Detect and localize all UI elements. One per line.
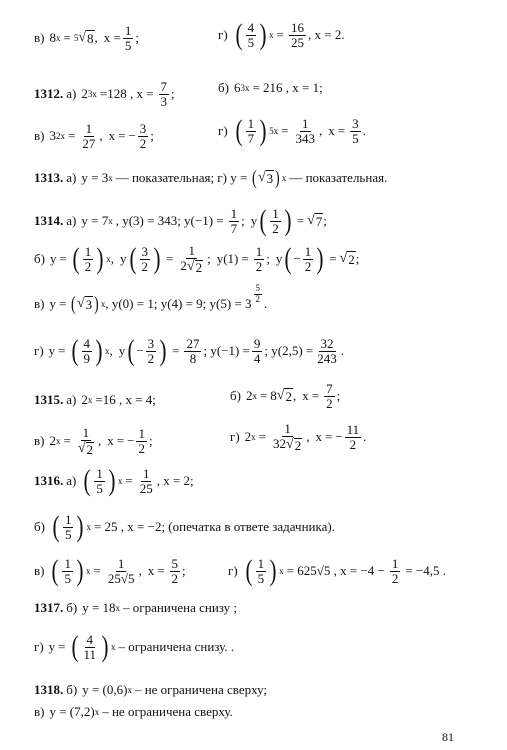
paren-fraction: ( $\frac{1}{2}$ ) xyxy=(72,242,104,276)
problem-number: 1312. xyxy=(34,86,64,102)
item-label: б) xyxy=(34,251,45,267)
line-9-b: б) 2 x = 8 √ 2 , x = $\frac{7}{2}$ ; xyxy=(230,381,341,411)
line-10-g: г) 2 x = 1 32 √ 2 , x = − $\frac{11}{2}$ . xyxy=(230,421,367,453)
desc: – ограничена снизу. . xyxy=(118,639,235,654)
fraction: $\frac{1}{2}$ xyxy=(391,555,399,586)
item-label: в) xyxy=(34,30,45,46)
semi: ; xyxy=(150,128,154,144)
item-label: г) xyxy=(230,429,240,445)
x-var: x xyxy=(315,429,322,445)
fraction: $\frac{16}{25}$ xyxy=(291,19,305,50)
eq: = xyxy=(63,30,71,46)
problem-number: 1313. xyxy=(34,170,64,185)
paren-fraction: ( − $\frac{1}{2}$ ) xyxy=(284,242,324,276)
semi: ; xyxy=(241,213,245,228)
item-label: г) xyxy=(34,639,44,654)
fraction: $\frac{9}{4}$ xyxy=(253,335,261,366)
line-10: в) 2 x = 1 √ 2 , x = − $\frac{1}{2}$ ; xyxy=(34,425,153,457)
base: 2 xyxy=(81,86,88,102)
comma: , xyxy=(109,343,113,358)
fraction: $\frac{1}{25√5}$ xyxy=(107,555,135,586)
eq: = xyxy=(125,473,133,488)
line-4: 1313. а) y = 3 x — показательная; г) y = ( √ 3 ) x — показательная. xyxy=(34,167,388,189)
fraction: $\frac{3}{2}$ xyxy=(139,121,147,151)
y-var: y xyxy=(275,251,283,267)
desc: – ограничена снизу ; xyxy=(123,600,238,615)
eq: = xyxy=(258,429,267,445)
comma: , xyxy=(110,251,115,267)
base: 2 xyxy=(245,388,253,404)
line-12: б) ( $\frac{1}{5}$ ) x = 25 , x = −2; (опечатка в ответе задачника). xyxy=(34,510,335,543)
line-2-b: б) 6 3x = 216 , x = 1; xyxy=(218,80,323,95)
semi: ; xyxy=(182,563,186,578)
item-label: в) xyxy=(34,296,45,311)
paren-fraction: ( $\frac{1}{7}$ ) xyxy=(235,114,267,147)
comma: , xyxy=(292,388,297,404)
y-var: y xyxy=(120,251,127,267)
semi: ; xyxy=(323,213,327,228)
fraction: $\frac{1}{2}$ xyxy=(138,426,145,456)
y-var: y xyxy=(118,343,126,358)
value: =16 , x = 4; xyxy=(95,392,156,407)
fraction: $\frac{1}{7}$ xyxy=(230,205,238,236)
fraction: $\frac{1}{5}$ xyxy=(124,23,132,53)
value: =128 , x = xyxy=(99,86,154,102)
fraction: $\frac{1}{343}$ xyxy=(295,115,316,146)
fraction: $\frac{5}{2}$ xyxy=(171,555,179,586)
item-label: б) xyxy=(34,519,45,534)
eq: = xyxy=(58,639,66,654)
eq: = xyxy=(241,251,249,267)
paren-fraction: ( $\frac{1}{5}$ ) xyxy=(51,554,84,587)
y-var: y xyxy=(49,251,57,267)
item-label: б) xyxy=(66,682,78,697)
fraction: $\frac{7}{3}$ xyxy=(160,79,168,109)
paren-root: ( √ 3 ) xyxy=(252,167,280,189)
eq: = xyxy=(329,251,337,267)
exp-fraction: $\frac{5}{2}$ xyxy=(255,283,261,304)
minus: − xyxy=(335,429,343,445)
value: = 25 , x = −2; (опечатка в ответе задачника). xyxy=(93,519,335,534)
y-var: y xyxy=(49,296,56,311)
fraction: $\frac{7}{2}$ xyxy=(326,381,333,411)
problem-number: 1316. xyxy=(34,473,64,488)
paren-fraction: ( $\frac{4}{5}$ ) xyxy=(235,18,267,51)
line-1-g: г) ( $\frac{4}{5}$ ) x = $\frac{16}{25}$ , x = 2. xyxy=(218,18,345,51)
paren-fraction: ( $\frac{1}{5}$ ) xyxy=(83,464,116,497)
desc: – не ограничена сверху; xyxy=(134,682,268,697)
line-11: 1316. а) ( $\frac{1}{5}$ ) x = $\frac{1}{25}$ , x = 2; xyxy=(34,464,194,497)
item-label: в) xyxy=(34,563,45,578)
paren-fraction: ( $\frac{1}{2}$ ) xyxy=(259,204,292,237)
paren-fraction: ( $\frac{4}{9}$ ) xyxy=(71,334,103,367)
func: y = 3 xyxy=(81,170,109,185)
base: 2 xyxy=(244,429,252,445)
values: ; y(2,5) = xyxy=(264,343,314,358)
fraction: $\frac{1}{2}$ xyxy=(255,244,263,274)
item-label: г) xyxy=(34,343,44,358)
line-1: в) 8 x = 5 √ 8 , x = $\frac{1}{5}$ ; xyxy=(34,23,139,53)
fraction: $\frac{32}{243}$ xyxy=(317,335,337,366)
comma: , xyxy=(319,123,323,138)
values: , y(0) = 1; y(4) = 9; y(5) = 3 xyxy=(105,296,252,311)
func: y = (7,2) xyxy=(49,704,95,719)
coef: 8 xyxy=(270,388,277,404)
paren-fraction: ( $\frac{1}{5}$ ) xyxy=(52,510,84,543)
fraction: $\frac{3}{5}$ xyxy=(352,115,359,146)
line-2: 1312. а) 2 3x =128 , x = $\frac{7}{3}$ ; xyxy=(34,79,175,109)
values: ; y(−1) = xyxy=(203,343,250,358)
item-label: в) xyxy=(34,433,45,449)
dot: . xyxy=(264,296,268,311)
problem-number: 1315. xyxy=(34,392,64,407)
eq: = xyxy=(311,388,320,404)
values: , y(3) = 343; y(−1) = xyxy=(115,213,224,228)
x-var: x xyxy=(328,123,335,138)
minus: − xyxy=(127,433,135,449)
fraction: $\frac{27}{8}$ xyxy=(186,335,200,366)
line-5: 1314. а) y = 7 x , y(3) = 343; y(−1) = $\frac{1}{7}$ ; y ( $\frac{1}{2}$ ) = √ 7 ; xyxy=(34,204,327,237)
item-label: в) xyxy=(34,704,45,719)
semi: ; xyxy=(148,433,153,449)
comma: , xyxy=(306,429,310,445)
eq: = xyxy=(58,296,67,311)
line-6: б) y = ( $\frac{1}{2}$ ) x , y ( $\frac{3}{2}$ ) = 1 2 √ 2 ; y (1) = $\frac{1}{2}$ ; y ( − $\frac{1}{2}$ ) = √ 2 ; xyxy=(34,242,360,276)
base: 3 xyxy=(49,128,56,144)
problem-number: 1318. xyxy=(34,682,64,697)
x-var: x xyxy=(147,563,155,578)
eq: = xyxy=(166,251,174,267)
fraction: $\frac{11}{2}$ xyxy=(346,422,360,452)
comma: , xyxy=(138,563,142,578)
item-label: а) xyxy=(66,170,77,185)
eq: = xyxy=(93,563,101,578)
base: 6 xyxy=(233,80,241,95)
eq: = xyxy=(324,429,333,445)
func: y = 18 xyxy=(82,600,116,615)
eq: = xyxy=(118,128,126,144)
value: = 216 , x = 1; xyxy=(252,80,323,95)
fraction: $\frac{1}{25}$ xyxy=(139,465,153,496)
dot: . xyxy=(363,429,367,445)
fraction: 1 √ 2 xyxy=(77,425,93,457)
eq: = xyxy=(58,343,66,358)
item-label: в) xyxy=(34,128,45,144)
y-var: y xyxy=(216,251,224,267)
eq: = xyxy=(157,563,165,578)
root: √ 7 xyxy=(307,213,323,229)
item-label: а) xyxy=(66,392,77,407)
item-label: г) xyxy=(218,27,228,42)
item-label: а) xyxy=(66,86,77,102)
y-var: y xyxy=(48,343,56,358)
problem-number: 1317. xyxy=(34,600,64,615)
line-14: 1317. б) y = 18 x – ограничена снизу ; xyxy=(34,600,238,615)
fraction: 1 32 √ 2 xyxy=(273,421,302,453)
value: = 625√5 , x = −4 − xyxy=(286,563,385,578)
line-15: г) y = ( $\frac{4}{11}$ ) x – ограничена снизу. . xyxy=(34,630,235,663)
eq: = xyxy=(259,388,268,404)
item-label: б) xyxy=(218,80,229,95)
item-label: б) xyxy=(230,388,241,404)
eq: = xyxy=(63,433,71,449)
line-8: г) y = ( $\frac{4}{9}$ ) x , y ( − $\frac{3}{2}$ ) = $\frac{27}{8}$ ; y(−1) = $\frac{9}{4}$ ; y(2,5) = $\frac{32}{243}$ . xyxy=(34,334,344,367)
item-label: б) xyxy=(66,600,78,615)
base: 2 xyxy=(49,433,56,449)
x-value: , x = 2. xyxy=(308,27,345,42)
func: y = 7 xyxy=(81,213,109,228)
semi: ; xyxy=(207,251,211,267)
eq: = xyxy=(337,123,346,138)
func: y = (0,6) xyxy=(82,682,128,697)
page-number: 81 xyxy=(442,730,454,744)
paren-fraction: ( $\frac{4}{11}$ ) xyxy=(71,630,109,663)
item-label: г) xyxy=(218,123,228,138)
comma: , xyxy=(94,30,98,46)
paren-fraction: ( $\frac{3}{2}$ ) xyxy=(129,242,161,276)
semi: ; xyxy=(336,388,341,404)
eq: = xyxy=(59,251,67,267)
desc: – не ограничена сверху. xyxy=(102,704,233,719)
minus: − xyxy=(128,128,136,144)
desc: — показательная. xyxy=(289,170,388,185)
eq: = xyxy=(281,123,289,138)
fraction: $\frac{1}{27}$ xyxy=(82,121,96,151)
line-13-g: г) ( $\frac{1}{5}$ ) x = 625√5 , x = −4 − $\frac{1}{2}$ = −4,5 . xyxy=(228,554,447,587)
line-7: в) y = ( √ 3 ) x , y(0) = 1; y(4) = 9; y(5) = 3 $\frac{5}{2}$ . xyxy=(34,283,268,315)
x-var: x xyxy=(107,433,114,449)
item-label: а) xyxy=(66,213,77,228)
semi: ; xyxy=(266,251,270,267)
eq: = xyxy=(296,213,305,228)
y-var: y xyxy=(48,639,56,654)
eq: = xyxy=(116,433,125,449)
problem-number: 1314. xyxy=(34,213,64,228)
eq: = xyxy=(172,343,180,358)
semi: ; xyxy=(355,251,360,267)
semi: ; xyxy=(171,86,175,102)
x-eq: x = xyxy=(103,30,121,46)
value: = −4,5 . xyxy=(405,563,447,578)
comma: , xyxy=(99,128,103,144)
line-9: 1315. а) 2 x =16 , x = 4; xyxy=(34,392,156,407)
dot: . xyxy=(340,343,344,358)
line-3: в) 3 2x = $\frac{1}{27}$ , x = − $\frac{3}{2}$ ; xyxy=(34,121,154,151)
item-label: г) xyxy=(228,563,238,578)
root: √ 2 xyxy=(339,251,355,267)
dot: . xyxy=(362,123,366,138)
y-var: y xyxy=(250,213,258,228)
fraction: 1 2 √ 2 xyxy=(180,243,203,275)
comma: , xyxy=(98,433,102,449)
line-3-g: г) ( $\frac{1}{7}$ ) 5x = $\frac{1}{343}$ , x = $\frac{3}{5}$ . xyxy=(218,114,366,147)
eq: = xyxy=(67,128,76,144)
root: √ 8 xyxy=(78,30,94,46)
line-13: в) ( $\frac{1}{5}$ ) x = $\frac{1}{25√5}$ , x = $\frac{5}{2}$ ; xyxy=(34,554,186,587)
root: √ 2 xyxy=(276,388,292,404)
eq: = xyxy=(276,27,285,42)
paren-fraction: ( − $\frac{3}{2}$ ) xyxy=(127,334,167,367)
semi: ; xyxy=(135,30,139,46)
x-var: x xyxy=(302,388,309,404)
desc: — показательная; г) y = xyxy=(115,170,248,185)
line-17: в) y = (7,2) x – не ограничена сверху. xyxy=(34,704,233,719)
x-var: x xyxy=(108,128,116,144)
base: 2 xyxy=(81,392,88,407)
line-16: 1318. б) y = (0,6) x – не ограничена сверху; xyxy=(34,682,268,697)
base: 8 xyxy=(49,30,56,46)
paren-fraction: ( $\frac{1}{5}$ ) xyxy=(245,554,277,587)
item-label: а) xyxy=(66,473,77,488)
paren-root: ( √ 3 ) xyxy=(71,293,99,315)
